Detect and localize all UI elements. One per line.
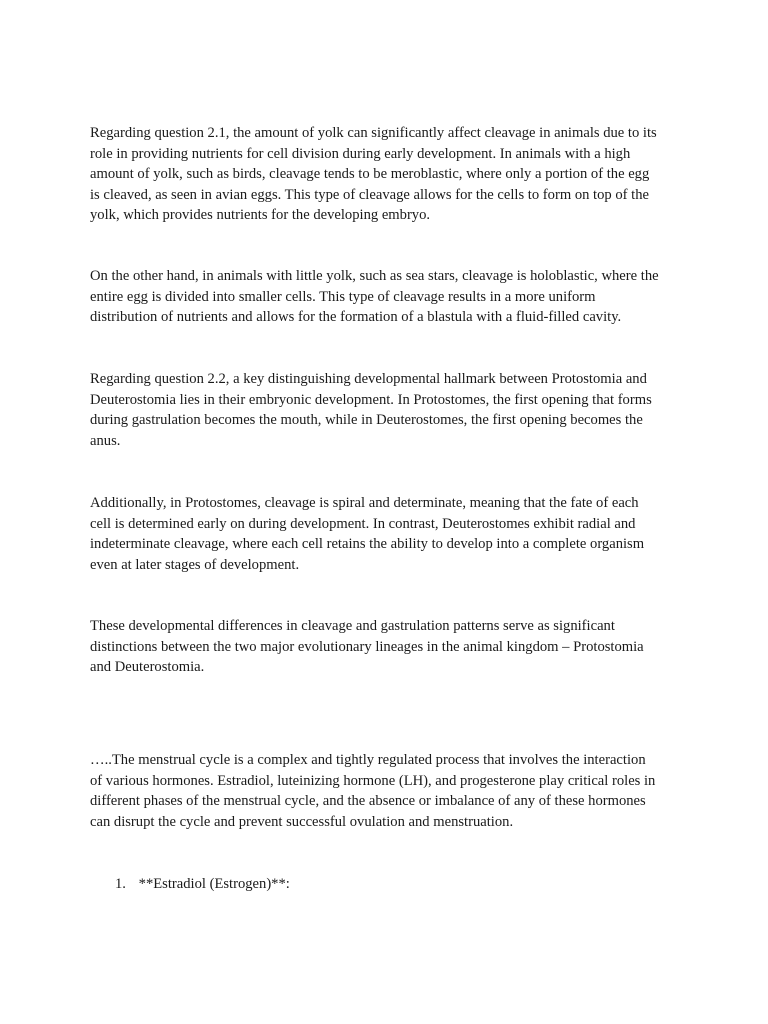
list-item-number: 1. bbox=[115, 876, 126, 892]
paragraph-developmental-differences: These developmental differences in cleavage and gastrulation patterns serve as significant distinctions between the two major evolutionary lineages in the animal kingdom – Protostomia and Deuterostomia. bbox=[90, 618, 644, 676]
paragraph-menstrual-cycle: …..The menstrual cycle is a complex and tightly regulated process that involves the interaction of various hormones. Estradiol, luteinizing hormone (LH), and progesterone play critical roles in different phases of the menstrual cycle, and the absence or imbalance of any of these hormones can disrupt the cycle and prevent successful ovulation and menstruation. bbox=[90, 752, 656, 830]
paragraph-holoblastic: On the other hand, in animals with little yolk, such as sea stars, cleavage is holoblastic, where the entire egg is divided into smaller cells. This type of cleavage results in a more uniform distribution of nutrients and allows for the formation of a blastula with a fluid-filled cavity. bbox=[90, 268, 659, 326]
paragraph-yolk-cleavage: Regarding question 2.1, the amount of yolk can significantly affect cleavage in animals due to its role in providing nutrients for cell division during early development. In animals with a high amount of yolk, such as birds, cleavage tends to be meroblastic, where only a portion of the egg is cleaved, as seen in avian eggs. This type of cleavage allows for the cells to form on top of the yolk, which provides nutrients for the developing embryo. bbox=[90, 125, 657, 224]
list-item bbox=[115, 874, 290, 895]
list-item-text: **Estradiol (Estrogen)**: bbox=[138, 876, 290, 892]
paragraph-spiral-radial-cleavage: Additionally, in Protostomes, cleavage is spiral and determinate, meaning that the fate of each cell is determined early on during development. In contrast, Deuterostomes exhibit radial and indeterminate cleavage, where each cell retains the ability to develop into a complete organism even at later stages of development. bbox=[90, 495, 645, 573]
paragraph-protostomia-deuterostomia: Regarding question 2.2, a key distinguishing developmental hallmark between Protostomia and Deuterostomia lies in their embryonic development. In Protostomes, the first opening that forms during gastrulation becomes the mouth, while in Deuterostomes, the first opening becomes the anus. bbox=[90, 371, 652, 449]
